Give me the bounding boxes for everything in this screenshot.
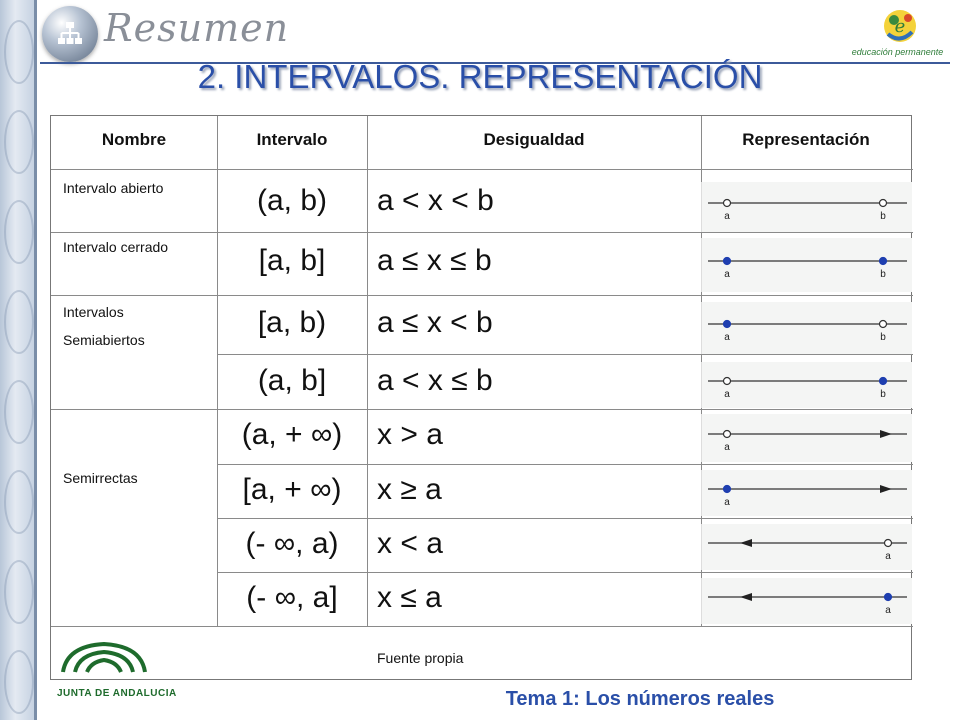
inequality-cell: a ≤ x ≤ b [377,244,492,277]
number-line-diagram [701,182,912,232]
grid-line [217,518,913,519]
endpoint-label: a [724,389,730,400]
row-name-cerrado: Intervalo cerrado [63,239,169,255]
endpoint-label: a [724,269,730,280]
junta-logo-text: JUNTA DE ANDALUCIA [57,688,177,699]
number-line-diagram [701,414,912,462]
number-line-svg [702,362,913,408]
section-brand: Resumen [104,6,290,50]
ray-arrow [740,539,752,547]
closed-endpoint [724,321,731,328]
grid-line [51,169,913,170]
interval-cell: [a, b) [257,306,327,339]
interval-cell: (a, b) [256,184,328,217]
grid-line [51,409,913,410]
closed-endpoint [724,486,731,493]
interval-cell: (- ∞, a) [245,527,339,560]
interval-cell: (- ∞, a] [246,581,338,614]
grid-line [217,464,913,465]
grid-line [217,354,913,355]
row-name-abierto: Intervalo abierto [63,180,164,196]
endpoint-label: b [880,269,886,280]
inequality-cell: a < x < b [377,184,494,217]
endpoint-label: a [724,332,730,343]
column-header-nombre: Nombre [101,130,167,149]
grid-line [217,572,913,573]
inequality-cell: x > a [377,418,443,451]
open-endpoint [724,431,731,438]
open-endpoint [885,540,892,547]
column-header-desigualdad: Desigualdad [483,130,585,149]
column-header-representacion: Representación [742,130,870,149]
interval-cell: (a, b] [257,364,327,397]
row-name-semiabiertos: Semiabiertos [63,332,145,348]
number-line-svg [702,524,913,570]
source-note: Fuente propia [377,650,464,666]
junta-andalucia-logo [57,638,151,676]
grid-line [217,116,218,626]
number-line-svg [702,578,913,624]
grid-line [51,626,913,627]
inequality-cell: x ≥ a [377,473,442,506]
interval-cell: [a, + ∞) [242,473,342,506]
inequality-cell: a ≤ x < b [377,306,493,339]
number-line-svg [702,302,913,354]
closed-endpoint [724,258,731,265]
number-line-diagram [701,362,912,408]
closed-endpoint [880,378,887,385]
ray-arrow [880,430,892,438]
number-line-diagram [701,524,912,570]
svg-text:e: e [894,16,906,37]
number-line-diagram [701,302,912,354]
page-title: 2. INTERVALOS. REPRESENTACIÓN [197,58,763,95]
ray-arrow [740,593,752,601]
endpoint-label: b [880,211,886,222]
grid-line [51,295,913,296]
endpoint-label: b [880,332,886,343]
row-name-semirrectas: Semirrectas [63,470,138,486]
number-line-diagram [701,578,912,624]
row-name-intervalos: Intervalos [63,304,124,320]
ray-arrow [880,485,892,493]
interval-cell: (a, + ∞) [241,418,343,451]
grid-line [51,232,913,233]
endpoint-label: b [880,389,886,400]
edu-logo-text: educación permanente [851,47,944,57]
endpoint-label: a [724,497,730,508]
closed-endpoint [880,258,887,265]
sitemap-icon [42,6,98,62]
endpoint-label: a [724,442,730,453]
number-line-diagram [701,470,912,516]
number-line-svg [702,182,913,232]
number-line-svg [702,414,913,462]
number-line-svg [702,238,913,292]
endpoint-label: a [724,211,730,222]
number-line-diagram [701,238,912,292]
grid-line [367,116,368,626]
open-endpoint [880,200,887,207]
endpoint-label: a [885,605,891,616]
inequality-cell: x < a [377,527,443,560]
footer-topic: Tema 1: Los números reales [505,688,775,710]
open-endpoint [724,378,731,385]
open-endpoint [880,321,887,328]
inequality-cell: x ≤ a [377,581,442,614]
interval-cell: [a, b] [258,244,326,277]
left-decoration [0,0,34,720]
number-line-svg [702,470,913,516]
closed-endpoint [885,594,892,601]
open-endpoint [724,200,731,207]
inequality-cell: a < x ≤ b [377,364,493,397]
column-header-intervalo: Intervalo [256,130,328,149]
endpoint-label: a [885,551,891,562]
